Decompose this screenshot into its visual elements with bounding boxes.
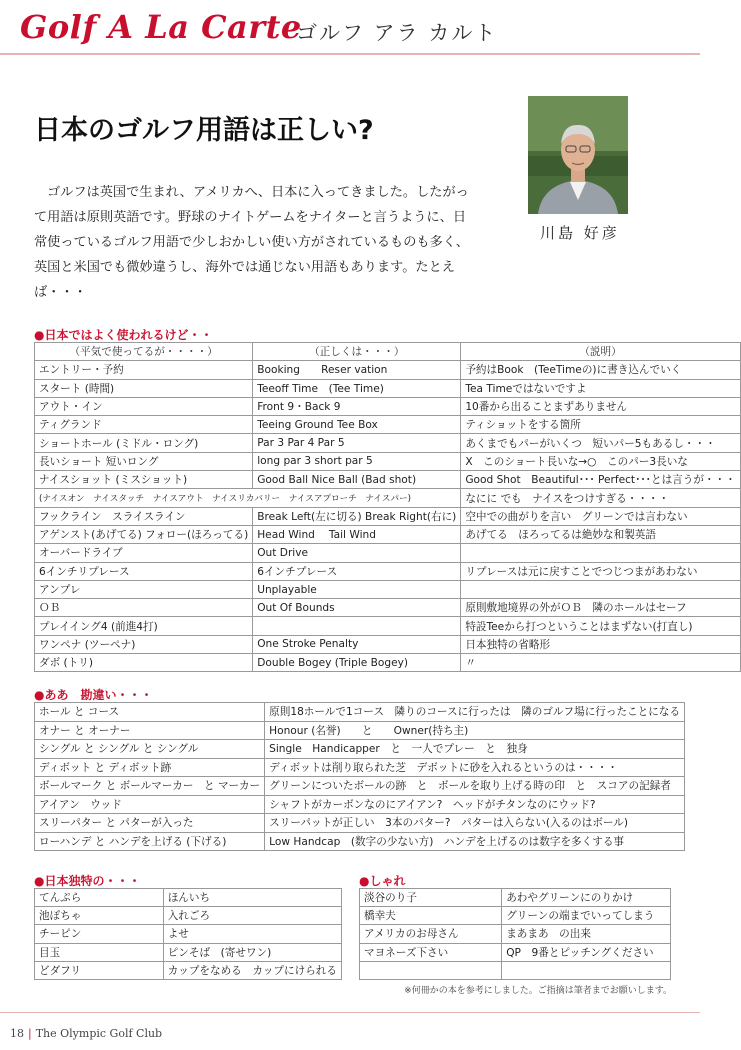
table-cell: Good Shot Beautiful･･･ Perfect･･･とは言うが・・・ [461, 471, 740, 489]
table-cell: Par 3 Par 4 Par 5 [253, 434, 461, 452]
banner-title: Golf A La Carte [20, 8, 302, 46]
table-row [35, 562, 741, 580]
table-cell: あわやグリーンにのりかけ [502, 889, 671, 907]
table-cell: Booking Reser vation [253, 361, 461, 379]
page-footer: 18 | The Olympic Golf Club [10, 1027, 163, 1040]
table-cell: ディボット と ディボット跡 [35, 758, 265, 777]
table-row [360, 889, 671, 907]
table-cell: Good Ball Nice Ball (Bad shot) [253, 471, 461, 489]
table-row [360, 961, 671, 979]
table-cell: X このショート長いな→○ このパー3長いな [461, 452, 740, 470]
table-cell: シングル と シングル と シングル [35, 740, 265, 759]
table-cell: Tea Timeではないですよ [461, 379, 740, 397]
table-header-row [35, 343, 741, 361]
table-cell: プレイイング4 (前進4打) [35, 617, 253, 635]
table-cell: Break Left(左に切る) Break Right(右に) [253, 507, 461, 525]
table-cell: ボールマーク と ボールマーカー と マーカー [35, 777, 265, 796]
table-cell: 入れごろ [163, 907, 341, 925]
table-row [35, 721, 685, 740]
table-row [35, 961, 342, 979]
table-cell: ワンペナ (ツーペナ) [35, 635, 253, 653]
table-cell: Teeoff Time (Tee Time) [253, 379, 461, 397]
page-number: 18 [10, 1027, 24, 1040]
table-row [35, 452, 741, 470]
table-cell: 淡谷のり子 [360, 889, 502, 907]
table-row [360, 925, 671, 943]
table-row [35, 740, 685, 759]
table-cell: (ナイスオン ナイスタッチ ナイスアウト ナイスリカバリー ナイスアプローチ ナイスパー) [35, 489, 461, 507]
table-cell: ホール と コース [35, 703, 265, 722]
table-cell: 予約はBook (TeeTimeの)に書き込んでいく [461, 361, 740, 379]
table-cell: Single Handicapper と 一人でプレー と 独身 [265, 740, 685, 759]
table-row [35, 544, 741, 562]
author-name: 川島 好彦 [540, 224, 620, 242]
table-cell: ピンそば (寄せワン) [163, 943, 341, 961]
table-row [35, 703, 685, 722]
table-row [35, 814, 685, 833]
table-cell: ローハンデ と ハンデを上げる (下げる) [35, 832, 265, 851]
author-portrait [528, 96, 628, 214]
table-cell: 10番から出ることまずありません [461, 397, 740, 415]
table-row [35, 397, 741, 415]
table-row [35, 416, 741, 434]
puns-table [359, 888, 671, 980]
table-cell: マヨネーズ下さい [360, 943, 502, 961]
table-row [35, 507, 741, 525]
table-cell: よせ [163, 925, 341, 943]
table-cell: Double Bogey (Triple Bogey) [253, 654, 461, 672]
table-cell: アンプレ [35, 580, 253, 598]
table-cell: ＯＢ [35, 599, 253, 617]
table-cell: アメリカのお母さん [360, 925, 502, 943]
column-header: （平気で使ってるが・・・・） [35, 343, 253, 361]
table-cell: どダフリ [35, 961, 164, 979]
table-row [35, 654, 741, 672]
column-header: （説明） [461, 343, 740, 361]
table-cell [461, 544, 740, 562]
table-cell: ティショットをする箇所 [461, 416, 740, 434]
table-cell: 長いショート 短いロング [35, 452, 253, 470]
table-cell: グリーンの端までいってしまう [502, 907, 671, 925]
section-heading-common: ●日本ではよく使われるけど・・ [34, 328, 213, 342]
table-cell [360, 961, 502, 979]
table-cell: オナー と オーナー [35, 721, 265, 740]
table-cell: ダボ (トリ) [35, 654, 253, 672]
table-row [35, 907, 342, 925]
table-cell: あくまでもパーがいくつ 短いパー5もあるし・・・ [461, 434, 740, 452]
table-cell: スリーパットが正しい 3本のパター? パターは入らない(入るのはボール) [265, 814, 685, 833]
common-terms-table [34, 342, 741, 672]
article-intro: ゴルフは英国で生まれ、アメリカへ、日本に入ってきました。したがって用語は原則英語です。野球のナイトゲームをナイターと言うように、日常使っているゴルフ用語で少しおかしい使い方がされているものも多く、英国と米国でも微妙違うし、海外では通じない用語もあります。たとえば・・・ [34, 185, 469, 300]
table-cell: アイアン ウッド [35, 795, 265, 814]
table-cell: てんぷら [35, 889, 164, 907]
table-cell: Low Handcap (数字の少ない方) ハンデを上げるのは数字を多くする事 [265, 832, 685, 851]
table-row [35, 471, 741, 489]
table-cell: 〃 [461, 654, 740, 672]
table-cell: 特設Teeから打つということはまずない(打直し) [461, 617, 740, 635]
table-row [35, 434, 741, 452]
table-row [35, 617, 741, 635]
table-cell: エントリー・予約 [35, 361, 253, 379]
banner-subtitle: ゴルフ アラ カルト [296, 21, 498, 45]
table-row [35, 525, 741, 543]
table-row [360, 943, 671, 961]
table-row [35, 943, 342, 961]
table-row [35, 925, 342, 943]
table-cell: オーバードライブ [35, 544, 253, 562]
table-cell: Out Drive [253, 544, 461, 562]
table-cell: ディボットは削り取られた芝 デボットに砂を入れるというのは・・・・ [265, 758, 685, 777]
column-header: （正しくは・・・） [253, 343, 461, 361]
table-cell: 日本独特の省略形 [461, 635, 740, 653]
table-cell: 原則18ホールで1コース 隣りのコースに行ったは 隣のゴルフ場に行ったことになる [265, 703, 685, 722]
table-cell: まあまあ の出来 [502, 925, 671, 943]
japanese-terms-table [34, 888, 342, 980]
section-heading-misunderstand: ●ああ 勘違い・・・ [34, 688, 153, 702]
table-cell: Out Of Bounds [253, 599, 461, 617]
table-row [35, 635, 741, 653]
table-cell: Head Wind Tail Wind [253, 525, 461, 543]
table-row [35, 777, 685, 796]
table-cell: チーピン [35, 925, 164, 943]
table-cell: カップをなめる カップにけられる [163, 961, 341, 979]
table-cell: なにに でも ナイスをつけすぎる・・・・ [461, 489, 740, 507]
table-cell: 空中での曲がりを言い グリーンでは言わない [461, 507, 740, 525]
table-cell: ショートホール (ミドル・ロング) [35, 434, 253, 452]
table-cell: アゲンスト(あげてる) フォロー(ほろってる) [35, 525, 253, 543]
table-row [35, 889, 342, 907]
table-row [35, 489, 741, 507]
table-cell [461, 580, 740, 598]
table-cell [253, 617, 461, 635]
table-cell: アウト・イン [35, 397, 253, 415]
table-cell: リプレースは元に戻すことでつじつまがあわない [461, 562, 740, 580]
table-cell: long par 3 short par 5 [253, 452, 461, 470]
table-cell: シャフトがカーボンなのにアイアン? ヘッドがチタンなのにウッド? [265, 795, 685, 814]
misunderstanding-table [34, 702, 685, 851]
table-cell: スリーパター と パターが入った [35, 814, 265, 833]
section-heading-puns: ●しゃれ [359, 874, 406, 888]
table-cell: Front 9・Back 9 [253, 397, 461, 415]
table-cell: ほんいち [163, 889, 341, 907]
footnote: ※何冊かの本を参考にしました。ご指摘は筆者までお願いします。 [404, 986, 672, 996]
table-cell: One Stroke Penalty [253, 635, 461, 653]
table-row [35, 361, 741, 379]
table-row [35, 379, 741, 397]
table-cell: 目玉 [35, 943, 164, 961]
footer-rule [0, 1012, 700, 1013]
table-cell: グリーンについたボールの跡 と ボールを取り上げる時の印 と スコアの記録者 [265, 777, 685, 796]
table-cell: 原則敷地境界の外がＯＢ 隣のホールはセーフ [461, 599, 740, 617]
table-cell: 6インチプレース [253, 562, 461, 580]
table-cell: ティグランド [35, 416, 253, 434]
table-row [35, 795, 685, 814]
table-cell: Teeing Ground Tee Box [253, 416, 461, 434]
portrait-illustration [528, 96, 628, 214]
publication-name: The Olympic Golf Club [35, 1027, 163, 1040]
table-cell [502, 961, 671, 979]
table-cell: 橋幸夫 [360, 907, 502, 925]
table-cell: 池ぽちゃ [35, 907, 164, 925]
table-cell: Honour (名誉) と Owner(持ち主) [265, 721, 685, 740]
table-row [35, 599, 741, 617]
table-cell: 6インチリプレース [35, 562, 253, 580]
table-cell: Unplayable [253, 580, 461, 598]
article-title: 日本のゴルフ用語は正しい? [34, 115, 374, 146]
table-row [35, 758, 685, 777]
table-row [360, 907, 671, 925]
table-cell: あげてる ほろってるは絶妙な和製英語 [461, 525, 740, 543]
header-rule [0, 53, 700, 55]
table-row [35, 832, 685, 851]
table-cell: ナイスショット (ミスショット) [35, 471, 253, 489]
table-cell: スタート (時間) [35, 379, 253, 397]
table-cell: QP 9番とピッチングください [502, 943, 671, 961]
table-row [35, 580, 741, 598]
table-cell: フックライン スライスライン [35, 507, 253, 525]
section-heading-japanese: ●日本独特の・・・ [34, 874, 141, 888]
